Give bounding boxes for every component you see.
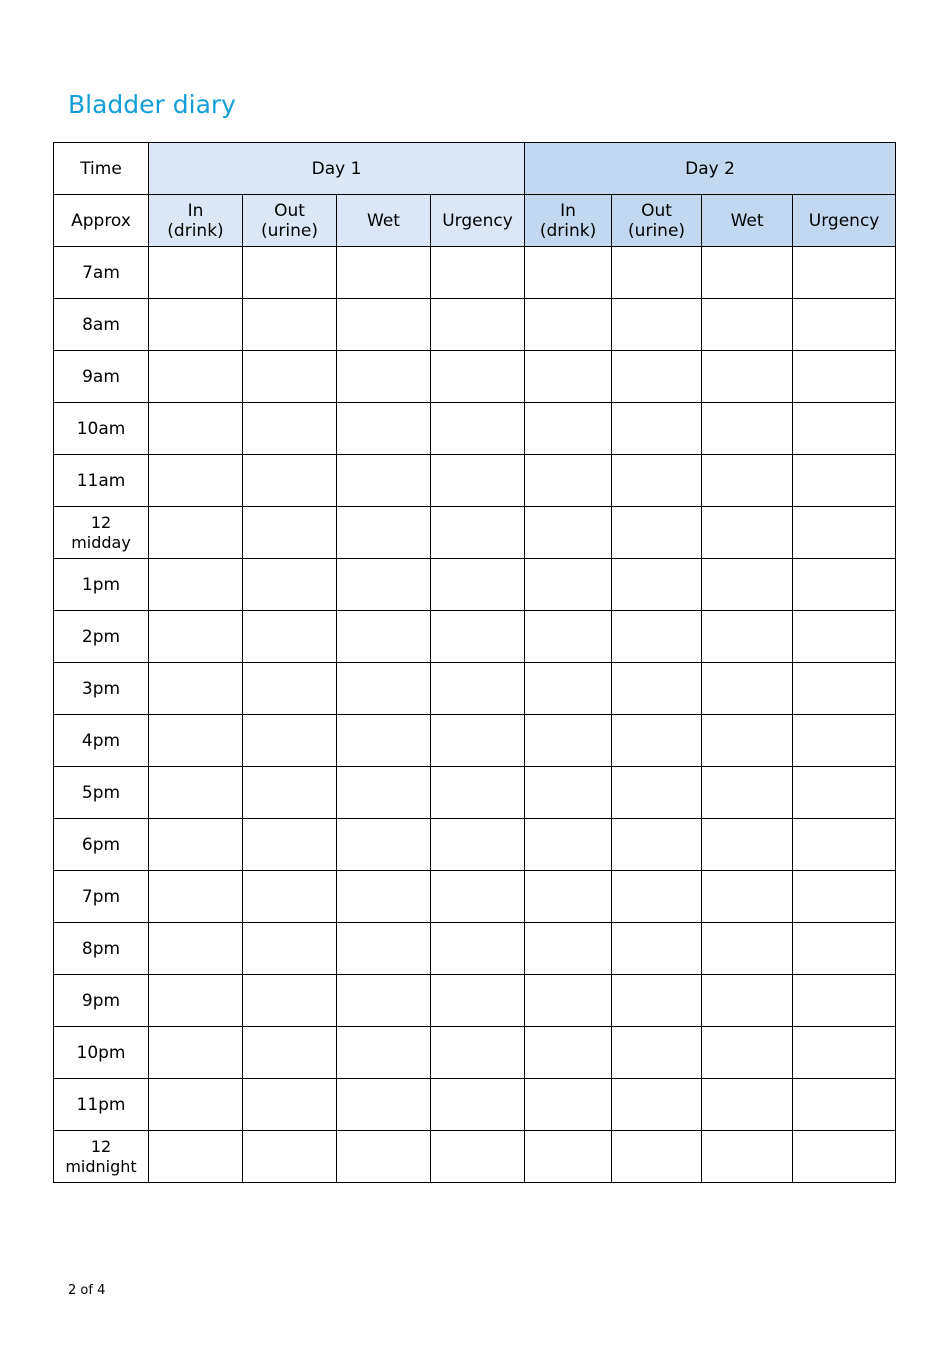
time-label: 10pm bbox=[76, 1042, 126, 1063]
entry-cell[interactable] bbox=[702, 923, 793, 975]
day-2-column-header bbox=[612, 195, 702, 247]
entry-cell[interactable] bbox=[612, 767, 702, 819]
entry-cell[interactable] bbox=[431, 767, 525, 819]
entry-cell[interactable] bbox=[337, 507, 431, 559]
time-label: 2pm bbox=[81, 626, 121, 647]
entry-cell[interactable] bbox=[149, 871, 243, 923]
time-label: 9am bbox=[82, 366, 120, 387]
entry-cell[interactable] bbox=[525, 767, 612, 819]
time-label: 8pm bbox=[81, 938, 121, 959]
table-row bbox=[54, 1131, 896, 1183]
entry-cell[interactable] bbox=[149, 1079, 243, 1131]
entry-cell[interactable] bbox=[702, 767, 793, 819]
entry-cell[interactable] bbox=[525, 871, 612, 923]
entry-cell[interactable] bbox=[243, 715, 337, 767]
time-cell bbox=[54, 871, 149, 923]
entry-cell[interactable] bbox=[337, 299, 431, 351]
entry-cell[interactable] bbox=[702, 663, 793, 715]
entry-cell[interactable] bbox=[793, 663, 896, 715]
table-row bbox=[54, 611, 896, 663]
entry-cell[interactable] bbox=[149, 923, 243, 975]
entry-cell[interactable] bbox=[337, 455, 431, 507]
entry-cell[interactable] bbox=[525, 819, 612, 871]
entry-cell[interactable] bbox=[702, 507, 793, 559]
entry-cell[interactable] bbox=[431, 715, 525, 767]
table-row bbox=[54, 299, 896, 351]
entry-cell[interactable] bbox=[243, 923, 337, 975]
table-row bbox=[54, 559, 896, 611]
time-cell bbox=[54, 559, 149, 611]
time-cell bbox=[54, 1027, 149, 1079]
entry-cell[interactable] bbox=[702, 351, 793, 403]
entry-cell[interactable] bbox=[612, 1131, 702, 1183]
entry-cell[interactable] bbox=[793, 559, 896, 611]
entry-cell[interactable] bbox=[337, 247, 431, 299]
entry-cell[interactable] bbox=[612, 1027, 702, 1079]
time-label: 6pm bbox=[81, 834, 121, 855]
entry-cell[interactable] bbox=[431, 975, 525, 1027]
table-row bbox=[54, 247, 896, 299]
time-cell bbox=[54, 923, 149, 975]
header-row-columns bbox=[54, 195, 896, 247]
column-header-sublabel: (drink) bbox=[167, 220, 224, 241]
entry-cell[interactable] bbox=[149, 455, 243, 507]
entry-cell[interactable] bbox=[337, 767, 431, 819]
entry-cell[interactable] bbox=[612, 247, 702, 299]
day-2-column-header bbox=[702, 195, 793, 247]
entry-cell[interactable] bbox=[337, 923, 431, 975]
entry-cell[interactable] bbox=[702, 715, 793, 767]
column-header-label: Wet bbox=[730, 210, 764, 231]
time-cell bbox=[54, 403, 149, 455]
day-1-column-header bbox=[243, 195, 337, 247]
entry-cell[interactable] bbox=[243, 611, 337, 663]
entry-cell[interactable] bbox=[431, 611, 525, 663]
table-row bbox=[54, 1027, 896, 1079]
entry-cell[interactable] bbox=[243, 1131, 337, 1183]
entry-cell[interactable] bbox=[525, 299, 612, 351]
entry-cell[interactable] bbox=[337, 611, 431, 663]
entry-cell[interactable] bbox=[431, 1079, 525, 1131]
entry-cell[interactable] bbox=[337, 975, 431, 1027]
entry-cell[interactable] bbox=[243, 1027, 337, 1079]
table-row bbox=[54, 975, 896, 1027]
time-label: 4pm bbox=[81, 730, 121, 751]
entry-cell[interactable] bbox=[149, 975, 243, 1027]
entry-cell[interactable] bbox=[243, 871, 337, 923]
table-row bbox=[54, 767, 896, 819]
entry-cell[interactable] bbox=[431, 351, 525, 403]
entry-cell[interactable] bbox=[243, 975, 337, 1027]
entry-cell[interactable] bbox=[243, 403, 337, 455]
column-header-label: Out bbox=[274, 200, 305, 221]
time-header: Time bbox=[54, 143, 149, 195]
time-label: 7pm bbox=[81, 886, 121, 907]
time-label: 12 bbox=[90, 512, 112, 532]
entry-cell[interactable] bbox=[612, 975, 702, 1027]
entry-cell[interactable] bbox=[525, 923, 612, 975]
entry-cell[interactable] bbox=[149, 1027, 243, 1079]
entry-cell[interactable] bbox=[702, 611, 793, 663]
time-cell bbox=[54, 507, 149, 559]
entry-cell[interactable] bbox=[525, 1079, 612, 1131]
entry-cell[interactable] bbox=[337, 871, 431, 923]
time-label: 9pm bbox=[81, 990, 121, 1011]
entry-cell[interactable] bbox=[702, 1079, 793, 1131]
entry-cell[interactable] bbox=[793, 403, 896, 455]
entry-cell[interactable] bbox=[337, 1027, 431, 1079]
page-number: 2 of 4 bbox=[68, 1283, 106, 1298]
entry-cell[interactable] bbox=[431, 1027, 525, 1079]
time-cell bbox=[54, 299, 149, 351]
table-row bbox=[54, 403, 896, 455]
table-row bbox=[54, 1079, 896, 1131]
time-label: 1pm bbox=[81, 574, 121, 595]
header-row-days bbox=[54, 143, 896, 195]
entry-cell[interactable] bbox=[431, 507, 525, 559]
day-1-header: Day 1 bbox=[149, 143, 525, 195]
entry-cell[interactable] bbox=[612, 351, 702, 403]
table-row bbox=[54, 455, 896, 507]
entry-cell[interactable] bbox=[612, 715, 702, 767]
time-cell bbox=[54, 1131, 149, 1183]
diary-body bbox=[54, 247, 896, 1183]
entry-cell[interactable] bbox=[793, 923, 896, 975]
time-cell bbox=[54, 1079, 149, 1131]
time-cell bbox=[54, 611, 149, 663]
time-cell bbox=[54, 455, 149, 507]
column-header-label: Urgency bbox=[442, 210, 513, 231]
entry-cell[interactable] bbox=[149, 247, 243, 299]
time-cell bbox=[54, 975, 149, 1027]
entry-cell[interactable] bbox=[337, 559, 431, 611]
entry-cell[interactable] bbox=[243, 819, 337, 871]
entry-cell[interactable] bbox=[702, 1131, 793, 1183]
entry-cell[interactable] bbox=[243, 559, 337, 611]
entry-cell[interactable] bbox=[243, 299, 337, 351]
entry-cell[interactable] bbox=[702, 455, 793, 507]
entry-cell[interactable] bbox=[525, 1131, 612, 1183]
entry-cell[interactable] bbox=[793, 351, 896, 403]
entry-cell[interactable] bbox=[793, 975, 896, 1027]
entry-cell[interactable] bbox=[337, 663, 431, 715]
time-label: 12 bbox=[90, 1136, 112, 1156]
entry-cell[interactable] bbox=[149, 611, 243, 663]
entry-cell[interactable] bbox=[431, 299, 525, 351]
entry-cell[interactable] bbox=[525, 611, 612, 663]
entry-cell[interactable] bbox=[337, 715, 431, 767]
column-header-sublabel: (drink) bbox=[539, 220, 597, 241]
entry-cell[interactable] bbox=[431, 455, 525, 507]
entry-cell[interactable] bbox=[431, 819, 525, 871]
entry-cell[interactable] bbox=[337, 819, 431, 871]
entry-cell[interactable] bbox=[793, 247, 896, 299]
entry-cell[interactable] bbox=[793, 455, 896, 507]
day-2-column-header bbox=[525, 195, 612, 247]
day-1-column-header bbox=[431, 195, 525, 247]
column-header-sublabel: (urine) bbox=[261, 220, 318, 241]
entry-cell[interactable] bbox=[431, 663, 525, 715]
entry-cell[interactable] bbox=[793, 871, 896, 923]
entry-cell[interactable] bbox=[243, 351, 337, 403]
day-1-column-header bbox=[149, 195, 243, 247]
entry-cell[interactable] bbox=[525, 403, 612, 455]
bladder-diary-table bbox=[53, 142, 896, 1183]
day-2-column-header bbox=[793, 195, 896, 247]
time-cell bbox=[54, 819, 149, 871]
entry-cell[interactable] bbox=[525, 663, 612, 715]
entry-cell[interactable] bbox=[431, 923, 525, 975]
time-sublabel: midnight bbox=[65, 1156, 137, 1176]
table-row bbox=[54, 819, 896, 871]
entry-cell[interactable] bbox=[525, 455, 612, 507]
time-cell bbox=[54, 767, 149, 819]
entry-cell[interactable] bbox=[793, 1079, 896, 1131]
entry-cell[interactable] bbox=[702, 559, 793, 611]
entry-cell[interactable] bbox=[793, 715, 896, 767]
column-header-label: In bbox=[187, 200, 204, 221]
entry-cell[interactable] bbox=[149, 767, 243, 819]
entry-cell[interactable] bbox=[149, 663, 243, 715]
entry-cell[interactable] bbox=[243, 767, 337, 819]
entry-cell[interactable] bbox=[431, 247, 525, 299]
entry-cell[interactable] bbox=[702, 247, 793, 299]
entry-cell[interactable] bbox=[243, 663, 337, 715]
time-label: 10am bbox=[76, 418, 126, 439]
time-label: 11pm bbox=[76, 1094, 126, 1115]
entry-cell[interactable] bbox=[431, 403, 525, 455]
entry-cell[interactable] bbox=[793, 507, 896, 559]
entry-cell[interactable] bbox=[612, 611, 702, 663]
entry-cell[interactable] bbox=[702, 819, 793, 871]
entry-cell[interactable] bbox=[702, 975, 793, 1027]
page-title: Bladder diary bbox=[68, 90, 236, 119]
column-header-label: Urgency bbox=[808, 210, 880, 231]
entry-cell[interactable] bbox=[525, 1027, 612, 1079]
table-row bbox=[54, 507, 896, 559]
entry-cell[interactable] bbox=[612, 871, 702, 923]
entry-cell[interactable] bbox=[243, 507, 337, 559]
entry-cell[interactable] bbox=[149, 403, 243, 455]
entry-cell[interactable] bbox=[612, 819, 702, 871]
entry-cell[interactable] bbox=[431, 871, 525, 923]
column-header-label: In bbox=[560, 200, 576, 221]
entry-cell[interactable] bbox=[525, 351, 612, 403]
entry-cell[interactable] bbox=[525, 975, 612, 1027]
time-cell bbox=[54, 663, 149, 715]
time-label: 8am bbox=[82, 314, 120, 335]
time-label: 5pm bbox=[81, 782, 121, 803]
entry-cell[interactable] bbox=[337, 351, 431, 403]
day-1-column-header bbox=[337, 195, 431, 247]
entry-cell[interactable] bbox=[149, 507, 243, 559]
entry-cell[interactable] bbox=[149, 559, 243, 611]
entry-cell[interactable] bbox=[612, 507, 702, 559]
entry-cell[interactable] bbox=[702, 871, 793, 923]
entry-cell[interactable] bbox=[149, 819, 243, 871]
entry-cell[interactable] bbox=[243, 455, 337, 507]
column-header-label: Out bbox=[641, 200, 672, 221]
table-row bbox=[54, 871, 896, 923]
entry-cell[interactable] bbox=[431, 1131, 525, 1183]
entry-cell[interactable] bbox=[243, 1079, 337, 1131]
column-header-label: Wet bbox=[367, 210, 400, 231]
entry-cell[interactable] bbox=[702, 1027, 793, 1079]
entry-cell[interactable] bbox=[612, 1079, 702, 1131]
entry-cell[interactable] bbox=[612, 403, 702, 455]
table-row bbox=[54, 923, 896, 975]
entry-cell[interactable] bbox=[149, 299, 243, 351]
table-row bbox=[54, 663, 896, 715]
time-label: 11am bbox=[76, 470, 126, 491]
entry-cell[interactable] bbox=[149, 715, 243, 767]
time-sublabel: midday bbox=[71, 532, 131, 552]
approx-header: Approx bbox=[54, 195, 149, 247]
entry-cell[interactable] bbox=[337, 1079, 431, 1131]
table-row bbox=[54, 715, 896, 767]
entry-cell[interactable] bbox=[612, 455, 702, 507]
entry-cell[interactable] bbox=[702, 299, 793, 351]
entry-cell[interactable] bbox=[431, 559, 525, 611]
entry-cell[interactable] bbox=[793, 299, 896, 351]
column-header-sublabel: (urine) bbox=[628, 220, 686, 241]
entry-cell[interactable] bbox=[525, 559, 612, 611]
entry-cell[interactable] bbox=[149, 351, 243, 403]
table-row bbox=[54, 351, 896, 403]
entry-cell[interactable] bbox=[337, 403, 431, 455]
time-cell bbox=[54, 715, 149, 767]
entry-cell[interactable] bbox=[793, 819, 896, 871]
entry-cell[interactable] bbox=[525, 715, 612, 767]
entry-cell[interactable] bbox=[612, 559, 702, 611]
entry-cell[interactable] bbox=[793, 767, 896, 819]
entry-cell[interactable] bbox=[149, 1131, 243, 1183]
time-cell bbox=[54, 351, 149, 403]
entry-cell[interactable] bbox=[793, 611, 896, 663]
entry-cell[interactable] bbox=[793, 1027, 896, 1079]
entry-cell[interactable] bbox=[612, 299, 702, 351]
day-2-header: Day 2 bbox=[525, 143, 896, 195]
entry-cell[interactable] bbox=[793, 1131, 896, 1183]
entry-cell[interactable] bbox=[525, 507, 612, 559]
entry-cell[interactable] bbox=[525, 247, 612, 299]
time-label: 7am bbox=[82, 262, 120, 283]
entry-cell[interactable] bbox=[243, 247, 337, 299]
entry-cell[interactable] bbox=[612, 923, 702, 975]
time-cell bbox=[54, 247, 149, 299]
entry-cell[interactable] bbox=[337, 1131, 431, 1183]
entry-cell[interactable] bbox=[612, 663, 702, 715]
entry-cell[interactable] bbox=[702, 403, 793, 455]
time-label: 3pm bbox=[81, 678, 121, 699]
